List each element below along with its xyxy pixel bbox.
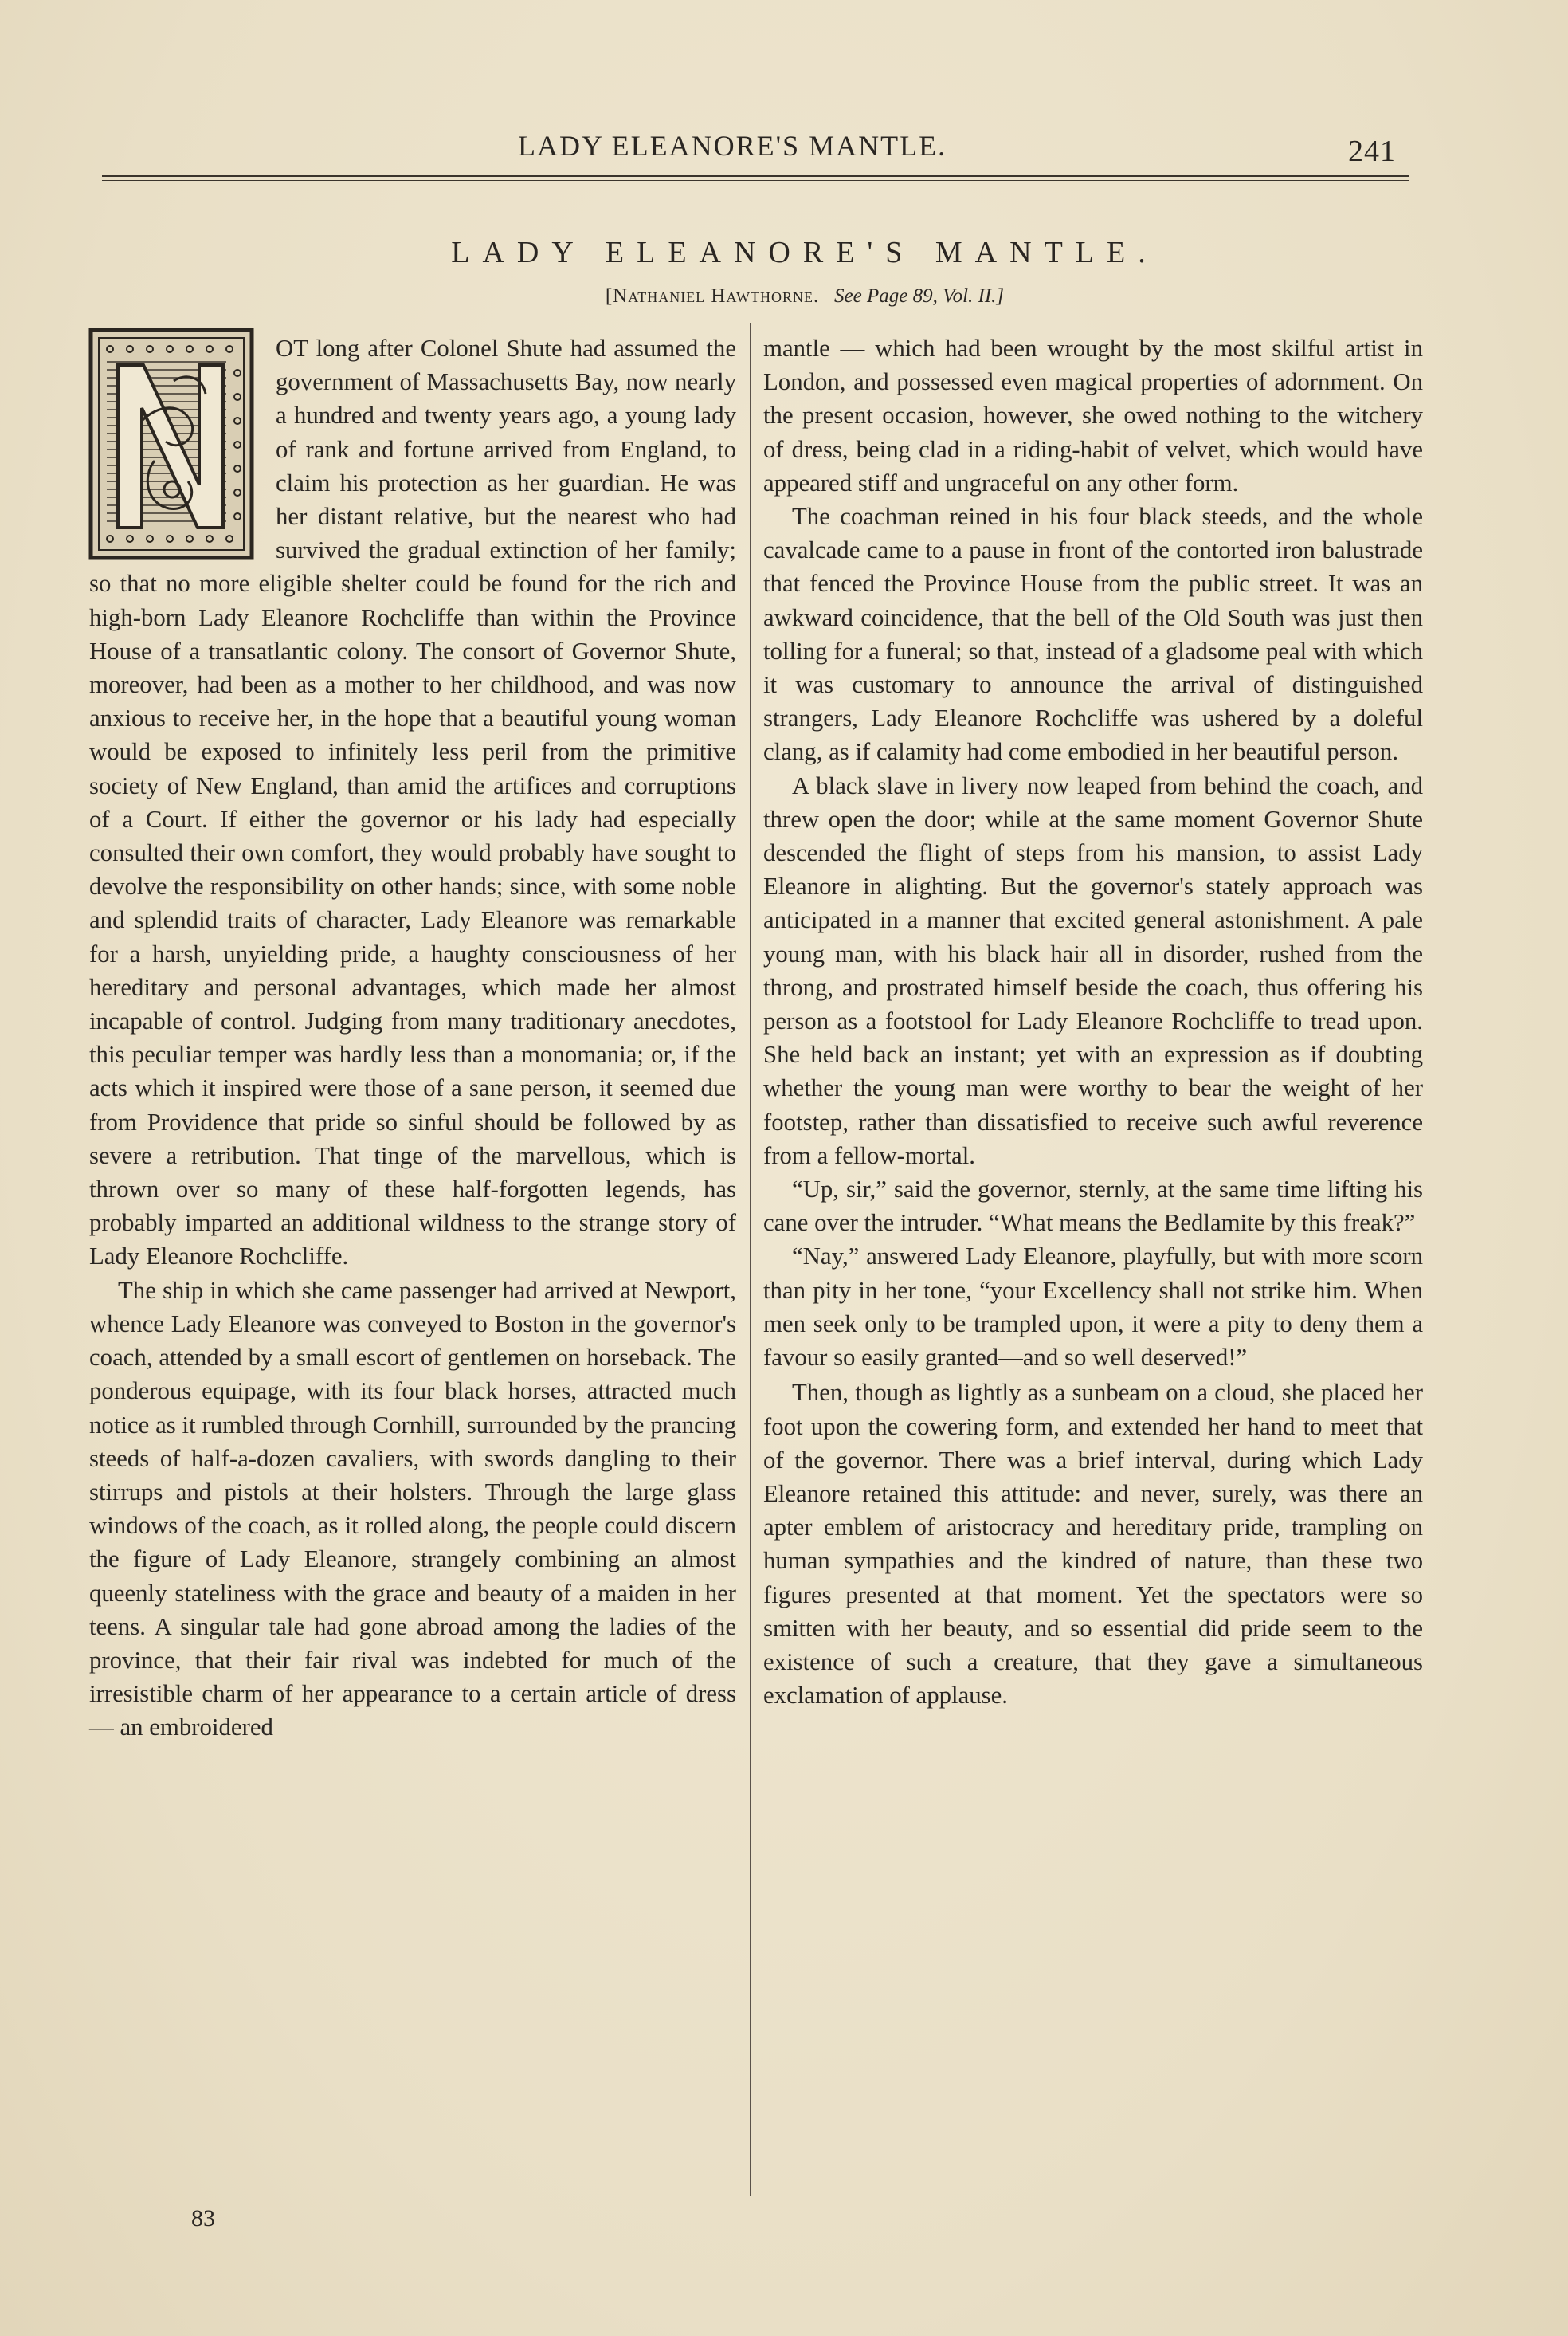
source-reference: See Page 89, Vol. II.] bbox=[834, 285, 1005, 307]
paragraph: The ship in which she came passenger had arrived at Newport, whence Lady Eleanore was conveyed to Boston in the governor's coach, attended by a small escort of gentlemen on horseback. The ponderous equipage, with its four black horses, attracted much notice as it rumbled through Cornhill, surrounded by the prancing steeds of half-a-dozen cavaliers, with swords dangling to their stirrups and pistols at their holsters. Through the large glass windows of the coach, as it rolled along, the people could discern the figure of Lady Eleanore, strangely combining an almost queenly stateliness with the grace and beauty of a maiden in her teens. A singular tale had gone abroad among the ladies of the province, that their fair rival was indebted for much of the irresistible charm of her appearance to a certain article of dress — an embroidered bbox=[89, 1276, 736, 1741]
paragraph: “Up, sir,” said the governor, sternly, at the same time lifting his cane over the intruder. “What means the Bedlamite by this freak?” bbox=[763, 1176, 1423, 1237]
signature-number: 83 bbox=[191, 2205, 215, 2232]
paragraph: mantle — which had been wrought by the most skilful artist in London, and possessed even magical properties of adornment. On the present occasion, however, she owed nothing to the witchery of dress, being clad in a riding-habit of velvet, which would have appeared stiff and ungraceful on any other form. bbox=[763, 335, 1423, 497]
paragraph: The coachman reined in his four black steeds, and the whole cavalcade came to a pause in front of the contorted iron balustrade that fenced the Province House from the public street. It was an awkward coincidence, that the bell of the Old South was just then tolling for a funeral; so that, instead of a gladsome peal with which it was customary to announce the arrival of distinguished strangers, Lady Eleanore Rochcliffe was ushered by a doleful clang, as if calamity had come embodied in her beautiful person. bbox=[763, 503, 1423, 766]
article-title: LADY ELEANORE'S MANTLE. bbox=[451, 236, 1158, 269]
right-column bbox=[763, 332, 1423, 1712]
paragraph: A black slave in livery now leaped from behind the coach, and threw open the door; while at the same moment Governor Shute descended the flight of steps from his mansion, to assist Lady Eleanore in alighting. But the governor's stately approach was anticipated in a manner that excited general astonishment. A pale young man, with his black hair all in disorder, rushed from the throng, and prostrated himself beside the coach, thus offering his person as a footstool for Lady Eleanore Rochcliffe to tread upon. She held back an instant; yet with an expression as if doubting whether the young man were worthy to bear the weight of her footstep, rather than dissatisfied to receive such awful reverence from a fellow-mortal. bbox=[763, 771, 1423, 1169]
running-head: LADY ELEANORE'S MANTLE. bbox=[518, 130, 947, 162]
paragraph: “Nay,” answered Lady Eleanore, playfully, but with more scorn than pity in her tone, “your Excellency shall not strike him. When men seek only to be trampled upon, it were a pity to deny them a favour so easily granted—and so well deserved!” bbox=[763, 1243, 1423, 1372]
author-name: [Nathaniel Hawthorne. bbox=[605, 285, 820, 307]
column-divider bbox=[750, 323, 751, 2196]
paragraph: OT long after Colonel Shute had assumed the government of Massachusetts Bay, now nearly a hundred and twenty years ago, a young lady of rank and fortune arrived from England, to claim his protection as her guardian. He was her distant relative, but the nearest who had survived the gradual extinction of her family; so that no more eligible shelter could be found for the rich and high-born Lady Eleanore Rochcliffe than within the Province House of a transatlantic colony. The consort of Governor Shute, moreover, had been as a mother to her childhood, and was now anxious to receive her, in the hope that a beautiful young woman would be exposed to infinitely less peril from the primitive society of New England, than amid the artifices and corruptions of a Court. If either the governor or his lady had especially consulted their own comfort, they would probably have sought to devolve the responsibility on other hands; since, with some noble and splendid traits of character, Lady Eleanore was remarkable for a harsh, unyielding pride, a haughty consciousness of her hereditary and personal advantages, which made her almost incapable of control. Judging from many traditionary anecdotes, this peculiar temper was hardly less than a monomania; or, if the acts which it inspired were those of a sane person, it seemed due from Providence that pride so sinful should be followed by as severe a retribution. That tinge of the marvellous, which is thrown over so many of these half-forgotten legends, has probably imparted an additional wildness to the strange story of Lady Eleanore Rochcliffe. bbox=[89, 335, 736, 1270]
page-number: 241 bbox=[1348, 135, 1396, 168]
byline bbox=[494, 285, 1115, 308]
paragraph: Then, though as lightly as a sunbeam on a cloud, she placed her foot upon the cowering form, and extended her hand to meet that of the governor. There was a brief interval, during which Lady Eleanore retained this attitude: and never, surely, was there an apter emblem of aristocracy and hereditary pride, trampling on human sympathies and the kindred of nature, than these two figures presented at that moment. Yet the spectators were so smitten with her beauty, and so essential did pride seem to the existence of such a creature, that they gave a simultaneous exclamation of applause. bbox=[763, 1379, 1423, 1710]
header-rule bbox=[102, 175, 1409, 181]
left-column bbox=[89, 332, 736, 1745]
drop-cap-ornament bbox=[86, 325, 257, 563]
